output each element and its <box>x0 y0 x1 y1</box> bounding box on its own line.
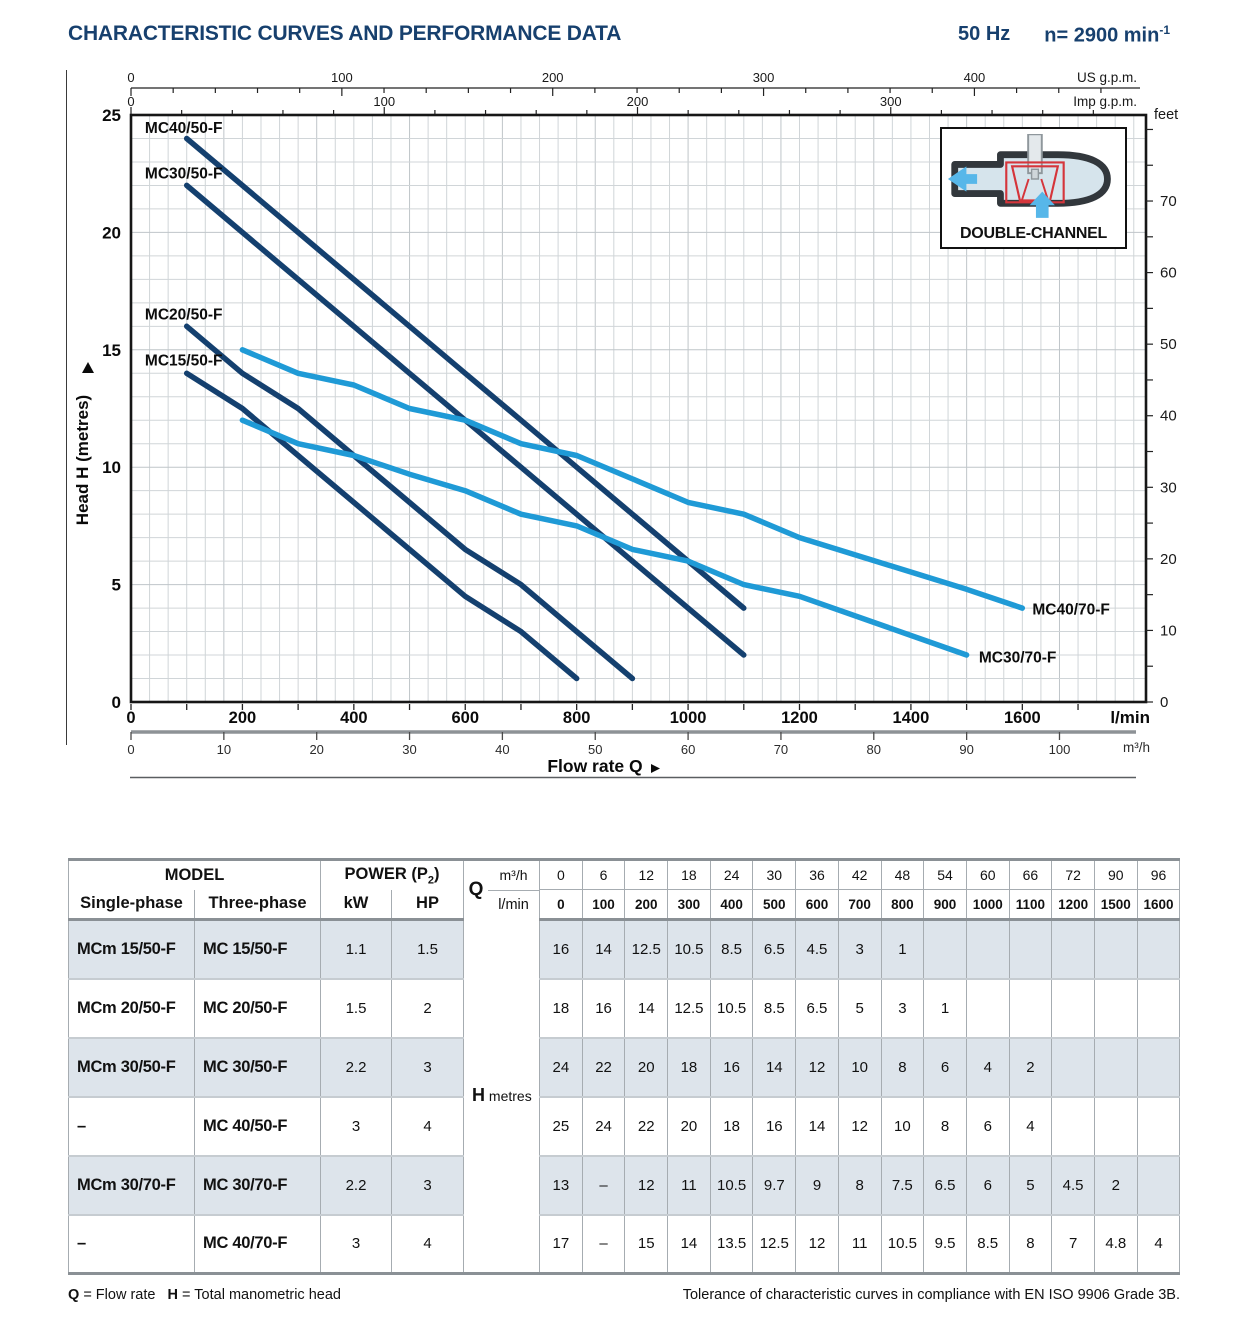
h-value-cell <box>1052 979 1095 1038</box>
h-value-cell: 7 <box>1052 1215 1095 1274</box>
h-value-cell <box>924 920 967 979</box>
model-three-phase-cell: MC 30/70-F <box>195 1156 321 1215</box>
h-value-cell <box>1137 920 1180 979</box>
svg-text:0: 0 <box>1160 694 1169 711</box>
kw-cell: 2.2 <box>321 1156 392 1215</box>
table-body <box>69 920 1180 1274</box>
h-value-cell: 10.5 <box>710 979 753 1038</box>
h-value-cell: 24 <box>540 1038 583 1097</box>
h-value-cell: 2 <box>1094 1156 1137 1215</box>
h-value-cell: 12 <box>796 1038 839 1097</box>
svg-text:100: 100 <box>373 94 396 109</box>
model-three-phase-cell: MC 40/70-F <box>195 1215 321 1274</box>
h-value-cell: 14 <box>582 920 625 979</box>
h-value-cell: 13.5 <box>710 1215 753 1274</box>
svg-text:70: 70 <box>773 742 789 757</box>
h-value-cell <box>1009 979 1052 1038</box>
svg-text:30: 30 <box>1160 479 1177 497</box>
lmin-col-header: 1500 <box>1094 890 1137 920</box>
m3h-col-header: 66 <box>1009 860 1052 890</box>
svg-text:1000: 1000 <box>669 709 707 727</box>
h-value-cell: 16 <box>753 1097 796 1156</box>
m3h-col-header: 0 <box>540 860 583 890</box>
m3h-col-header: 18 <box>668 860 711 890</box>
lmin-col-header: 300 <box>668 890 711 920</box>
svg-text:feet: feet <box>1154 107 1179 123</box>
svg-text:25: 25 <box>102 106 121 125</box>
hp-cell: 3 <box>392 1038 464 1097</box>
table-header-row-1 <box>69 860 1180 890</box>
model-three-phase-cell: MC 40/50-F <box>195 1097 321 1156</box>
h-value-cell: 15 <box>625 1215 668 1274</box>
lmin-col-header: 600 <box>796 890 839 920</box>
tolerance-note: Tolerance of characteristic curves in compliance with EN ISO 9906 Grade 3B. <box>682 1287 1180 1303</box>
m3h-col-header: 30 <box>753 860 796 890</box>
svg-text:0: 0 <box>127 742 135 757</box>
h-value-cell: 6 <box>966 1097 1009 1156</box>
h-value-cell <box>1137 1038 1180 1097</box>
hp-cell: 4 <box>392 1215 464 1274</box>
model-three-phase-cell: MC 20/50-F <box>195 979 321 1038</box>
m3h-col-header: 48 <box>881 860 924 890</box>
h-value-cell: 4.5 <box>1052 1156 1095 1215</box>
lmin-col-header: 1200 <box>1052 890 1095 920</box>
title-bar <box>68 22 1170 48</box>
svg-text:1600: 1600 <box>1003 709 1041 727</box>
h-value-cell: 18 <box>540 979 583 1038</box>
table-row <box>69 979 1180 1038</box>
svg-text:30: 30 <box>402 742 417 757</box>
h-value-cell: 9.7 <box>753 1156 796 1215</box>
table-row <box>69 1215 1180 1274</box>
svg-text:10: 10 <box>1160 622 1177 640</box>
h-value-cell: 8.5 <box>753 979 796 1038</box>
table-row <box>69 1156 1180 1215</box>
kw-cell: 3 <box>321 1097 392 1156</box>
hp-cell: 4 <box>392 1097 464 1156</box>
h-value-cell <box>1137 1156 1180 1215</box>
svg-text:200: 200 <box>228 709 257 727</box>
svg-text:Flow rate Q: Flow rate Q <box>547 756 643 776</box>
h-value-cell: 24 <box>582 1097 625 1156</box>
speed-value: n= 2900 $\min^{-1}$ <box>1044 23 1170 47</box>
kw-header: kW <box>321 890 392 920</box>
h-value-cell: 10.5 <box>668 920 711 979</box>
h-value-cell: 4.8 <box>1094 1215 1137 1274</box>
lmin-col-header: 1600 <box>1137 890 1180 920</box>
m3h-col-header: 12 <box>625 860 668 890</box>
h-value-cell <box>966 920 1009 979</box>
h-value-cell: 1 <box>881 920 924 979</box>
h-value-cell: 7.5 <box>881 1156 924 1215</box>
svg-text:0: 0 <box>126 709 136 727</box>
svg-text:60: 60 <box>1160 264 1177 282</box>
hp-cell: 3 <box>392 1156 464 1215</box>
svg-text:20: 20 <box>102 223 121 243</box>
lmin-col-header: 100 <box>582 890 625 920</box>
svg-text:10: 10 <box>102 458 121 478</box>
h-value-cell: 11 <box>668 1156 711 1215</box>
h-value-cell: 8.5 <box>710 920 753 979</box>
footnotes <box>68 1287 1180 1303</box>
svg-text:100: 100 <box>331 70 353 85</box>
svg-text:20: 20 <box>1160 550 1177 568</box>
h-value-cell: 14 <box>625 979 668 1038</box>
h-value-cell <box>966 979 1009 1038</box>
table-row <box>69 1038 1180 1097</box>
curve-label-MC40/50-F: MC40/50-F <box>144 119 223 137</box>
m3h-col-header: 6 <box>582 860 625 890</box>
h-value-cell: 8 <box>881 1038 924 1097</box>
h-value-cell: 6 <box>966 1156 1009 1215</box>
h-value-cell: 12.5 <box>753 1215 796 1274</box>
lmin-col-header: 1000 <box>966 890 1009 920</box>
h-value-cell <box>1094 920 1137 979</box>
h-value-cell <box>1009 920 1052 979</box>
h-value-cell: 13 <box>540 1156 583 1215</box>
h-value-cell: – <box>582 1215 625 1274</box>
svg-text:40: 40 <box>495 742 510 757</box>
h-value-cell: 4 <box>966 1038 1009 1097</box>
lmin-col-header: 0 <box>540 890 583 920</box>
h-value-cell: 22 <box>582 1038 625 1097</box>
svg-text:800: 800 <box>562 709 591 727</box>
h-value-cell: 6 <box>924 1038 967 1097</box>
h-value-cell: 10.5 <box>710 1156 753 1215</box>
h-value-cell: 18 <box>710 1097 753 1156</box>
h-value-cell: 3 <box>838 920 881 979</box>
h-value-cell: 25 <box>540 1097 583 1156</box>
h-value-cell <box>1094 1097 1137 1156</box>
model-single-phase-cell: MCm 30/70-F <box>69 1156 195 1215</box>
page-title: CHARACTERISTIC CURVES AND PERFORMANCE DATA <box>68 22 622 45</box>
m3h-col-header: 42 <box>838 860 881 890</box>
model-single-phase-cell: MCm 20/50-F <box>69 979 195 1038</box>
model-single-phase-cell: MCm 15/50-F <box>69 920 195 979</box>
h-value-cell <box>1137 1097 1180 1156</box>
m3h-col-header: 24 <box>710 860 753 890</box>
kw-cell: 1.5 <box>321 979 392 1038</box>
h-value-cell: 5 <box>838 979 881 1038</box>
svg-text:10: 10 <box>216 742 232 757</box>
svg-text:0: 0 <box>127 70 135 85</box>
curve-label-MC40/70-F: MC40/70-F <box>1032 601 1110 619</box>
badge-label: DOUBLE-CHANNEL <box>960 225 1107 242</box>
svg-text:600: 600 <box>451 709 480 727</box>
frequency-value: 50 Hz <box>958 23 1011 45</box>
lmin-col-header: 700 <box>838 890 881 920</box>
kw-cell: 1.1 <box>321 920 392 979</box>
frequency-speed-spec <box>958 23 1170 48</box>
h-value-cell: 8 <box>838 1156 881 1215</box>
q-header <box>464 860 540 920</box>
h-value-cell: 12.5 <box>668 979 711 1038</box>
q-unit-lmin: l/min <box>498 897 529 914</box>
lmin-col-header: 200 <box>625 890 668 920</box>
three-phase-header: Three-phase <box>195 890 321 920</box>
model-single-phase-cell: MCm 30/50-F <box>69 1038 195 1097</box>
svg-text:400: 400 <box>340 709 368 727</box>
h-value-cell: 16 <box>582 979 625 1038</box>
lmin-col-header: 500 <box>753 890 796 920</box>
h-value-cell: 18 <box>668 1038 711 1097</box>
h-value-cell: 11 <box>838 1215 881 1274</box>
h-value-cell: 22 <box>625 1097 668 1156</box>
h-value-cell: 6.5 <box>796 979 839 1038</box>
m3h-col-header: 90 <box>1094 860 1137 890</box>
legend-note: Q = Flow rate H = Total manometric head <box>68 1287 341 1303</box>
svg-text:80: 80 <box>866 742 882 757</box>
svg-text:90: 90 <box>959 742 974 757</box>
h-value-cell: 12 <box>838 1097 881 1156</box>
lmin-col-header: 800 <box>881 890 924 920</box>
h-value-cell: 20 <box>625 1038 668 1097</box>
svg-text:Imp g.p.m.: Imp g.p.m. <box>1073 94 1137 109</box>
h-value-cell <box>1137 979 1180 1038</box>
svg-text:1200: 1200 <box>781 709 818 727</box>
h-value-cell: 4 <box>1137 1215 1180 1274</box>
kw-cell: 3 <box>321 1215 392 1274</box>
h-value-cell: 8.5 <box>966 1215 1009 1274</box>
svg-text:US g.p.m.: US g.p.m. <box>1076 70 1137 85</box>
h-value-cell: 10 <box>838 1038 881 1097</box>
h-value-cell: 1 <box>924 979 967 1038</box>
lmin-col-header: 1100 <box>1009 890 1052 920</box>
performance-table <box>68 858 1180 1275</box>
svg-text:200: 200 <box>541 70 564 85</box>
hp-header: HP <box>392 890 464 920</box>
h-value-cell: 12 <box>796 1215 839 1274</box>
h-value-cell: 6.5 <box>753 920 796 979</box>
h-value-cell: 12.5 <box>625 920 668 979</box>
m3h-col-header: 96 <box>1137 860 1180 890</box>
curve-label-MC15/50-F: MC15/50-F <box>144 352 223 370</box>
h-value-cell: 9.5 <box>924 1215 967 1274</box>
table-row <box>69 920 1180 979</box>
lmin-col-header: 900 <box>924 890 967 920</box>
single-phase-header: Single-phase <box>69 890 195 920</box>
h-value-cell: 14 <box>753 1038 796 1097</box>
h-value-cell: 16 <box>540 920 583 979</box>
svg-text:20: 20 <box>309 742 324 757</box>
svg-text:300: 300 <box>879 94 902 109</box>
svg-text:100: 100 <box>1048 742 1071 757</box>
h-value-cell: 10 <box>881 1097 924 1156</box>
svg-text:0: 0 <box>111 693 121 712</box>
h-value-cell: 6.5 <box>924 1156 967 1215</box>
h-value-cell <box>1094 979 1137 1038</box>
h-value-cell <box>1052 1097 1095 1156</box>
h-value-cell <box>1052 1038 1095 1097</box>
svg-text:1400: 1400 <box>892 709 930 727</box>
svg-text:5: 5 <box>111 575 121 595</box>
svg-text:l/min: l/min <box>1110 708 1150 727</box>
svg-text:Head H (metres): Head H (metres) <box>73 394 92 526</box>
h-value-cell: 4.5 <box>796 920 839 979</box>
h-value-cell <box>1094 1038 1137 1097</box>
svg-text:50: 50 <box>1160 336 1177 354</box>
h-value-cell <box>1052 920 1095 979</box>
h-value-cell: 12 <box>625 1156 668 1215</box>
svg-text:15: 15 <box>102 340 121 360</box>
h-value-cell: 9 <box>796 1156 839 1215</box>
kw-cell: 2.2 <box>321 1038 392 1097</box>
h-value-cell: 8 <box>924 1097 967 1156</box>
svg-text:70: 70 <box>1160 193 1177 211</box>
h-metres-cell: H metres <box>464 920 540 1274</box>
h-value-cell: 16 <box>710 1038 753 1097</box>
svg-text:400: 400 <box>963 70 986 85</box>
model-header: MODEL <box>69 860 321 890</box>
svg-text:60: 60 <box>680 742 696 757</box>
q-unit-m3h: m³/h <box>488 861 539 891</box>
h-value-cell: – <box>582 1156 625 1215</box>
curve-label-MC20/50-F: MC20/50-F <box>144 306 223 324</box>
svg-text:0: 0 <box>127 94 135 109</box>
double-channel-badge <box>940 127 1127 249</box>
svg-text:m³/h: m³/h <box>1123 740 1150 755</box>
hp-cell: 1.5 <box>392 920 464 979</box>
curve-label-MC30/50-F: MC30/50-F <box>144 165 223 183</box>
m3h-col-header: 54 <box>924 860 967 890</box>
svg-text:200: 200 <box>626 94 649 109</box>
h-value-cell: 14 <box>668 1215 711 1274</box>
m3h-col-header: 72 <box>1052 860 1095 890</box>
table-header-row-2 <box>69 890 1180 920</box>
model-single-phase-cell: – <box>69 1097 195 1156</box>
lmin-col-header: 400 <box>710 890 753 920</box>
svg-text:300: 300 <box>752 70 775 85</box>
hp-cell: 2 <box>392 979 464 1038</box>
svg-text:40: 40 <box>1160 407 1177 425</box>
h-value-cell: 20 <box>668 1097 711 1156</box>
q-symbol: Q <box>468 879 484 901</box>
power-header: POWER $(P_2)$ <box>321 860 464 890</box>
h-value-cell: 4 <box>1009 1097 1052 1156</box>
h-value-cell: 10.5 <box>881 1215 924 1274</box>
h-value-cell: 5 <box>1009 1156 1052 1215</box>
table-row <box>69 1097 1180 1156</box>
model-single-phase-cell: – <box>69 1215 195 1274</box>
model-three-phase-cell: MC 15/50-F <box>195 920 321 979</box>
svg-text:50: 50 <box>588 742 603 757</box>
h-value-cell: 2 <box>1009 1038 1052 1097</box>
h-value-cell: 14 <box>796 1097 839 1156</box>
m3h-col-header: 36 <box>796 860 839 890</box>
h-value-cell: 3 <box>881 979 924 1038</box>
h-value-cell: 17 <box>540 1215 583 1274</box>
model-three-phase-cell: MC 30/50-F <box>195 1038 321 1097</box>
h-value-cell: 8 <box>1009 1215 1052 1274</box>
m3h-col-header: 60 <box>966 860 1009 890</box>
curve-label-MC30/70-F: MC30/70-F <box>978 649 1057 667</box>
double-channel-pump-icon <box>945 134 1123 224</box>
